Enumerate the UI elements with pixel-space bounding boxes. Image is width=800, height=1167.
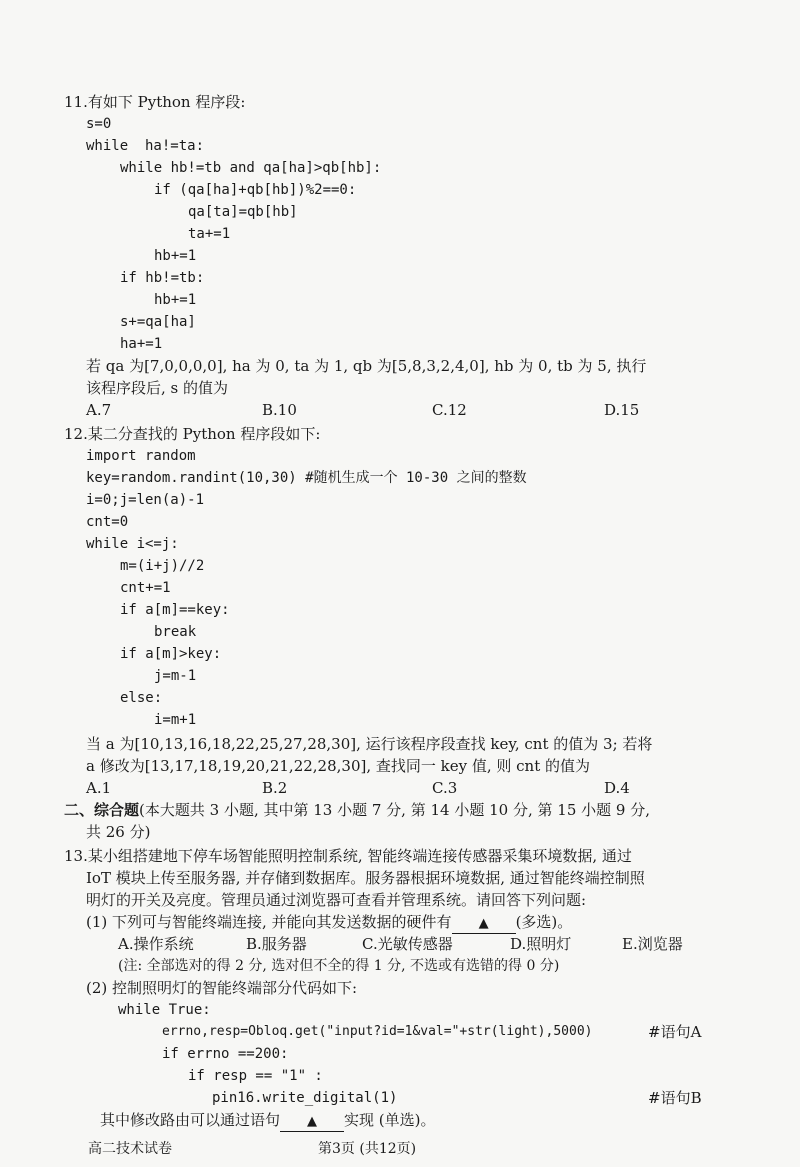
footer-page-number: 第3页 (共12页): [318, 1141, 417, 1157]
q13-text: 13.某小组搭建地下停车场智能照明控制系统, 智能终端连接传感器采集环境数据, 通过: [64, 847, 632, 865]
triangle-marker-icon: ▲: [307, 1114, 318, 1129]
q13-sub1-prefix: (1) 下列可与智能终端连接, 并能向其发送数据的硬件有: [86, 913, 452, 931]
q12-question-text: a 修改为[13,17,18,19,20,21,22,28,30], 查找同一 key 值, 则 cnt 的值为: [86, 757, 591, 775]
q11-option-b: B.10: [262, 401, 297, 419]
q12-option-b: B.2: [262, 779, 288, 797]
answer-blank: [280, 1111, 344, 1132]
q13-sub2-prefix: 其中修改路由可以通过语句: [100, 1111, 281, 1129]
answer-blank: [452, 913, 516, 934]
q12-code-line: j=m-1: [154, 668, 197, 684]
q12-code-line: if a[m]>key:: [120, 646, 222, 662]
q12-option-a: A.1: [86, 779, 112, 797]
q12-option-c: C.3: [432, 779, 458, 797]
q13-code-line: errno,resp=Obloq.get("input?id=1&val="+str(light),5000): [162, 1024, 593, 1039]
q13-code-line: while True:: [118, 1002, 211, 1018]
q12-code-line: i=m+1: [154, 712, 197, 728]
section-description: (本大题共 3 小题, 其中第 13 小题 7 分, 第 14 小题 10 分, 第 15 小题 9 分,: [139, 801, 650, 819]
q11-code-line: while ha!=ta:: [86, 138, 205, 154]
q12-code-line: else:: [120, 690, 163, 706]
q13-text: 明灯的开关及亮度。管理员通过浏览器可查看并管理系统。请回答下列问题:: [86, 891, 587, 909]
q13-option-c: C.光敏传感器: [362, 935, 453, 953]
q13-sub2-title: (2) 控制照明灯的智能终端部分代码如下:: [86, 979, 358, 997]
q13-option-e: E.浏览器: [622, 935, 683, 953]
q11-title: 11.有如下 Python 程序段:: [64, 93, 246, 111]
footer-title: 高二技术试卷: [88, 1141, 172, 1157]
q12-code-line: cnt=0: [86, 514, 129, 530]
q11-code-line: hb+=1: [154, 292, 197, 308]
q11-code-line: if hb!=tb:: [120, 270, 205, 286]
section-heading: 二、综合题: [64, 801, 140, 819]
q11-code-line: hb+=1: [154, 248, 197, 264]
q13-scoring-note: (注: 全部选对的得 2 分, 选对但不全的得 1 分, 不选或有选错的得 0 分): [118, 958, 560, 974]
q12-code-line: while i<=j:: [86, 536, 179, 552]
q11-question-text: 该程序段后, s 的值为: [86, 379, 229, 397]
q11-code-line: while hb!=tb and qa[ha]>qb[hb]:: [120, 160, 382, 176]
q11-option-d: D.15: [604, 401, 640, 419]
q12-title: 12.某二分查找的 Python 程序段如下:: [64, 425, 321, 443]
q11-code-line: s+=qa[ha]: [120, 314, 196, 330]
q13-comment-a: #语句A: [648, 1023, 702, 1041]
q12-question-text: 当 a 为[10,13,16,18,22,25,27,28,30], 运行该程序段查找 key, cnt 的值为 3; 若将: [86, 735, 653, 753]
section-heading-line: [64, 800, 650, 820]
q11-code-line: ta+=1: [188, 226, 231, 242]
q13-option-a: A.操作系统: [118, 935, 194, 953]
section-description-cont: 共 26 分): [86, 823, 151, 841]
q13-option-b: B.服务器: [246, 935, 307, 953]
q12-code-line: cnt+=1: [120, 580, 171, 596]
q12-code-line: if a[m]==key:: [120, 602, 230, 618]
q11-question-text: 若 qa 为[7,0,0,0,0], ha 为 0, ta 为 1, qb 为[5,8,3,2,4,0], hb 为 0, tb 为 5, 执行: [86, 357, 647, 375]
q12-code-line: break: [154, 624, 197, 640]
q11-option-a: A.7: [86, 401, 112, 419]
q11-code-line: qa[ta]=qb[hb]: [188, 204, 298, 220]
q12-code-line: import random: [86, 448, 196, 464]
triangle-marker-icon: ▲: [478, 916, 489, 931]
q13-comment-b: #语句B: [648, 1089, 702, 1107]
q12-code-line: m=(i+j)//2: [120, 558, 205, 574]
q13-sub2-question: [100, 1110, 436, 1132]
q13-text: IoT 模块上传至服务器, 并存储到数据库。服务器根据环境数据, 通过智能终端控制照: [86, 869, 645, 887]
q13-sub2-suffix: 实现 (单选)。: [344, 1111, 436, 1129]
q12-option-d: D.4: [604, 779, 630, 797]
q13-code-line: pin16.write_digital(1): [212, 1090, 398, 1106]
q11-option-c: C.12: [432, 401, 467, 419]
q13-code-line: if resp == "1" :: [188, 1068, 323, 1084]
q11-code-line: if (qa[ha]+qb[hb])%2==0:: [154, 182, 357, 198]
q13-code-line: if errno ==200:: [162, 1046, 289, 1062]
q13-sub1-suffix: (多选)。: [515, 913, 573, 931]
q11-code-line: s=0: [86, 116, 112, 132]
q13-option-d: D.照明灯: [510, 935, 572, 953]
q12-code-line: i=0;j=len(a)-1: [86, 492, 205, 508]
q13-sub1: [86, 912, 572, 934]
q12-code-line: key=random.randint(10,30) #随机生成一个 10-30 之间的整数: [86, 470, 527, 486]
q11-code-line: ha+=1: [120, 336, 163, 352]
